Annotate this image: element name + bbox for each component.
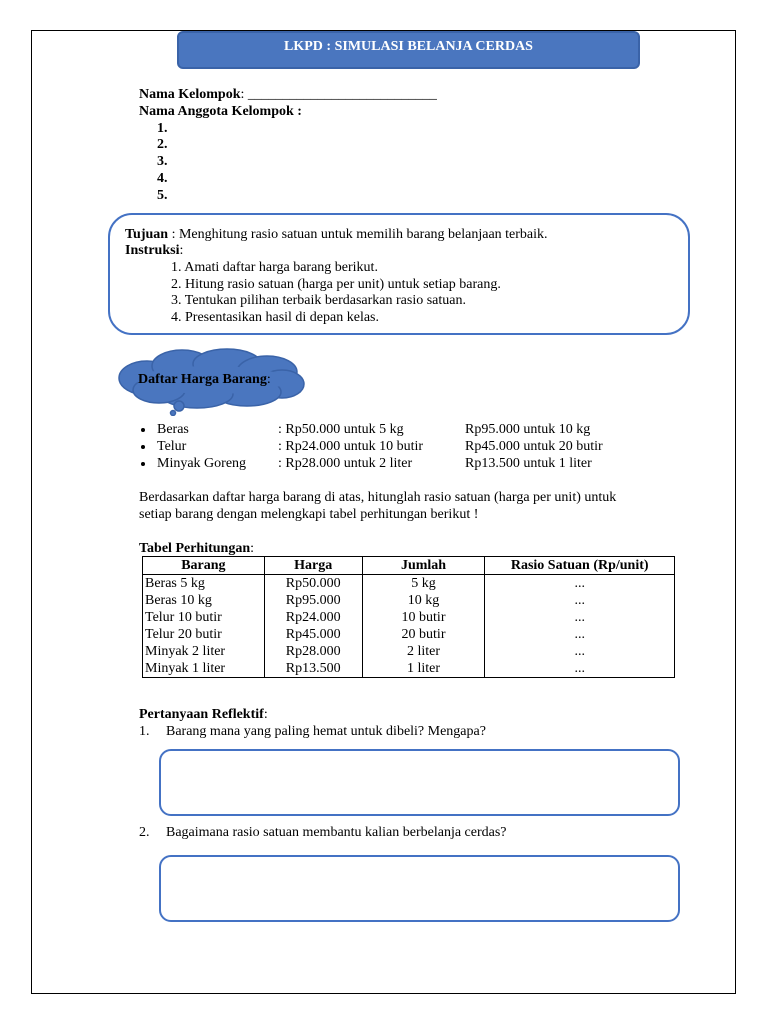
question-2-text: Bagaimana rasio satuan membantu kalian berbelanja cerdas?: [166, 825, 507, 840]
member-number-1: 1.: [157, 121, 168, 136]
reflection-title-text: Pertanyaan Reflektif: [139, 707, 264, 722]
price-item-price2: Rp45.000 untuk 20 butir: [465, 439, 603, 454]
cell-item: Minyak 1 liter: [143, 660, 265, 678]
goal-text: : Menghitung rasio satuan untuk memilih barang belanjaan terbaik.: [168, 227, 548, 242]
price-item-price2: Rp13.500 untuk 1 liter: [465, 456, 592, 471]
cell-unit-ratio[interactable]: ...: [485, 575, 675, 593]
cell-unit-ratio[interactable]: ...: [485, 660, 675, 678]
table-row: [143, 592, 675, 609]
cell-quantity: 1 liter: [362, 660, 485, 678]
table-row: [143, 626, 675, 643]
members-label: Nama Anggota Kelompok :: [139, 104, 302, 119]
instruction-paragraph-line2: setiap barang dengan melengkapi tabel perhitungan berikut !: [139, 507, 479, 522]
price-item-name: Minyak Goreng: [157, 456, 247, 471]
cell-item: Beras 5 kg: [143, 575, 265, 593]
member-number-2: 2.: [157, 137, 168, 152]
worksheet-title: LKPD : SIMULASI BELANJA CERDAS: [177, 31, 640, 69]
table-title-text: Tabel Perhitungan: [139, 541, 251, 556]
table-row: [143, 660, 675, 678]
instructions-heading: [125, 242, 183, 259]
group-name-line[interactable]: : ___________________________: [240, 87, 437, 102]
cell-quantity: 10 butir: [362, 609, 485, 626]
price-list-title: [138, 371, 271, 388]
member-number-4: 4.: [157, 171, 168, 186]
price-list-title-colon: :: [266, 372, 271, 387]
price-item-price1: : Rp28.000 untuk 2 liter: [278, 456, 413, 471]
instruction-paragraph-line1: Berdasarkan daftar harga barang di atas, hitunglah rasio satuan (harga per unit) untuk: [139, 490, 617, 505]
price-list-title-text: Daftar Harga Barang: [138, 372, 267, 387]
goal-line: [125, 226, 548, 243]
bullet-icon: [141, 462, 145, 466]
price-item-name: Telur: [157, 439, 187, 454]
cell-quantity: 5 kg: [362, 575, 485, 593]
cell-item: Telur 20 butir: [143, 626, 265, 643]
instructions-label: Instruksi: [125, 243, 180, 258]
member-number-3: 3.: [157, 154, 168, 169]
question-1-number: 1.: [139, 724, 150, 739]
price-item-price1: : Rp24.000 untuk 10 butir: [278, 439, 424, 454]
cell-item: Minyak 2 liter: [143, 643, 265, 660]
reflection-title-colon: :: [263, 707, 268, 722]
answer-box-2[interactable]: [159, 855, 680, 922]
cell-price: Rp45.000: [264, 626, 362, 643]
cell-price: Rp13.500: [264, 660, 362, 678]
group-name-row: [139, 86, 437, 103]
calculation-table: [142, 556, 675, 678]
cell-price: Rp24.000: [264, 609, 362, 626]
cell-quantity: 10 kg: [362, 592, 485, 609]
answer-box-1[interactable]: [159, 749, 680, 816]
price-item-price1: : Rp50.000 untuk 5 kg: [278, 422, 404, 437]
cell-price: Rp50.000: [264, 575, 362, 593]
cell-item: Beras 10 kg: [143, 592, 265, 609]
cell-unit-ratio[interactable]: ...: [485, 626, 675, 643]
table-title-colon: :: [250, 541, 255, 556]
instruction-step-2: 2. Hitung rasio satuan (harga per unit) untuk setiap barang.: [171, 277, 501, 292]
reflection-title: [139, 706, 268, 723]
table-row: [143, 609, 675, 626]
instruction-step-4: 4. Presentasikan hasil di depan kelas.: [171, 310, 380, 325]
cell-item: Telur 10 butir: [143, 609, 265, 626]
instructions-colon: :: [179, 243, 184, 258]
cell-price: Rp95.000: [264, 592, 362, 609]
column-header-item: Barang: [143, 557, 265, 575]
table-row: [143, 643, 675, 660]
cell-unit-ratio[interactable]: ...: [485, 592, 675, 609]
price-item-name: Beras: [157, 422, 189, 437]
cell-quantity: 2 liter: [362, 643, 485, 660]
group-name-label: Nama Kelompok: [139, 87, 241, 102]
instruction-step-1: 1. Amati daftar harga barang berikut.: [171, 260, 378, 275]
cell-unit-ratio[interactable]: ...: [485, 609, 675, 626]
member-number-5: 5.: [157, 188, 168, 203]
table-row: [143, 575, 675, 593]
cell-unit-ratio[interactable]: ...: [485, 643, 675, 660]
question-1-text: Barang mana yang paling hemat untuk dibeli? Mengapa?: [166, 724, 486, 739]
cell-price: Rp28.000: [264, 643, 362, 660]
cell-quantity: 20 butir: [362, 626, 485, 643]
price-item-price2: Rp95.000 untuk 10 kg: [465, 422, 591, 437]
table-title: [139, 540, 254, 557]
table-header-row: [143, 557, 675, 575]
question-2-number: 2.: [139, 825, 150, 840]
bullet-icon: [141, 428, 145, 432]
column-header-price: Harga: [264, 557, 362, 575]
instruction-step-3: 3. Tentukan pilihan terbaik berdasarkan rasio satuan.: [171, 293, 466, 308]
goal-label: Tujuan: [125, 227, 169, 242]
bullet-icon: [141, 445, 145, 449]
column-header-unit-ratio: Rasio Satuan (Rp/unit): [485, 557, 675, 575]
column-header-quantity: Jumlah: [362, 557, 485, 575]
